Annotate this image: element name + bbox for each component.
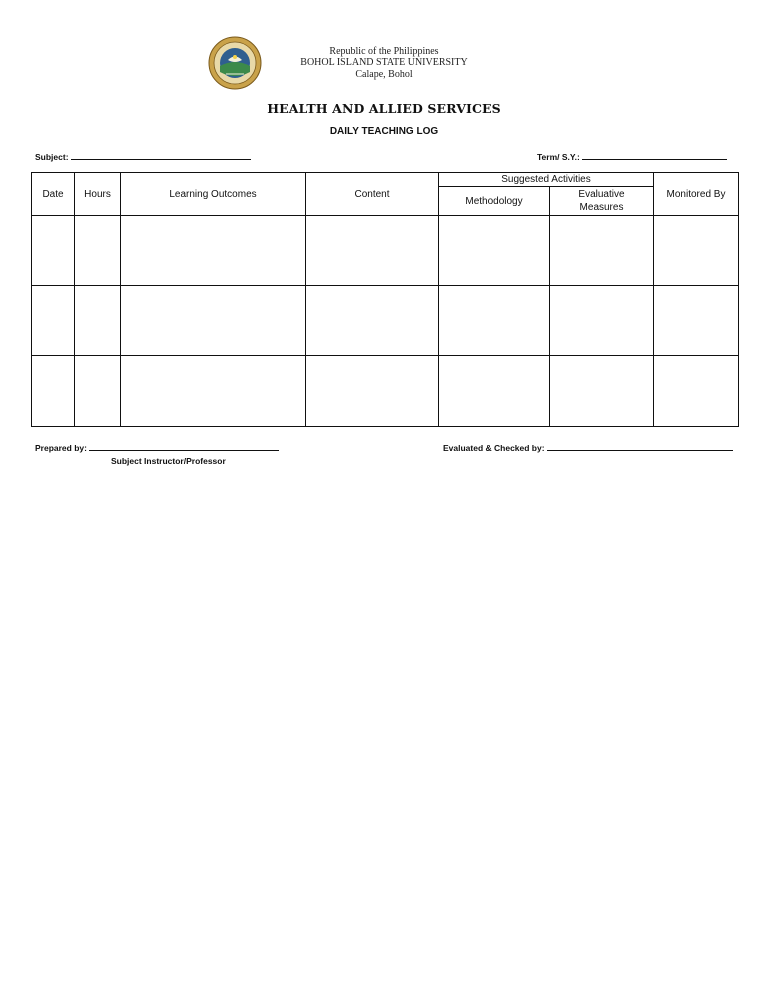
table-cell[interactable] [550,216,654,286]
col-header-hours: Hours [75,173,121,216]
page-title: HEALTH AND ALLIED SERVICES [267,101,501,116]
col-header-date: Date [32,173,75,216]
subject-blank-line[interactable] [71,151,251,160]
table-cell[interactable] [32,356,75,427]
table-cell[interactable] [439,356,550,427]
table-cell[interactable] [439,286,550,356]
table-row [32,216,739,286]
table-cell[interactable] [75,286,121,356]
evaluated-by-field[interactable] [443,442,733,453]
table-cell[interactable] [306,216,439,286]
table-cell[interactable] [306,286,439,356]
teaching-log-table [31,172,739,427]
table-cell[interactable] [654,216,739,286]
col-header-monitored-by: Monitored By [654,173,739,216]
table-header-row [32,173,739,187]
prepared-by-label: Prepared by: [35,443,87,453]
header-university-line: BOHOL ISLAND STATE UNIVERSITY [300,57,468,68]
table-cell[interactable] [32,286,75,356]
header-location-line: Calape, Bohol [355,69,413,80]
table-cell[interactable] [32,216,75,286]
term-label: Term/ S.Y.: [537,152,580,162]
col-header-content: Content [306,173,439,216]
subject-field[interactable] [35,151,251,162]
subject-label: Subject: [35,152,69,162]
table-row [32,356,739,427]
table-cell[interactable] [439,216,550,286]
table-cell[interactable] [550,356,654,427]
col-header-suggested-activities: Suggested Activities [439,173,654,187]
prepared-by-field[interactable] [35,442,279,453]
table-cell[interactable] [75,356,121,427]
table-cell[interactable] [121,286,306,356]
table-cell[interactable] [121,356,306,427]
evaluated-by-label: Evaluated & Checked by: [443,443,545,453]
col-header-methodology: Methodology [439,187,550,216]
header-republic-line: Republic of the Philippines [329,46,439,57]
col-header-learning-outcomes: Learning Outcomes [121,173,306,216]
table-cell[interactable] [121,216,306,286]
term-blank-line[interactable] [582,151,727,160]
evaluated-by-blank-line[interactable] [547,442,733,451]
table-row [32,286,739,356]
term-field[interactable] [537,151,727,162]
table-cell[interactable] [654,356,739,427]
table-cell[interactable] [654,286,739,356]
prepared-by-blank-line[interactable] [89,442,279,451]
instructor-caption: Subject Instructor/Professor [111,456,226,466]
table-cell[interactable] [75,216,121,286]
table-cell[interactable] [550,286,654,356]
page-subtitle: DAILY TEACHING LOG [329,126,439,137]
col-header-evaluative-measures: Evaluative Measures [550,187,654,216]
table-cell[interactable] [306,356,439,427]
